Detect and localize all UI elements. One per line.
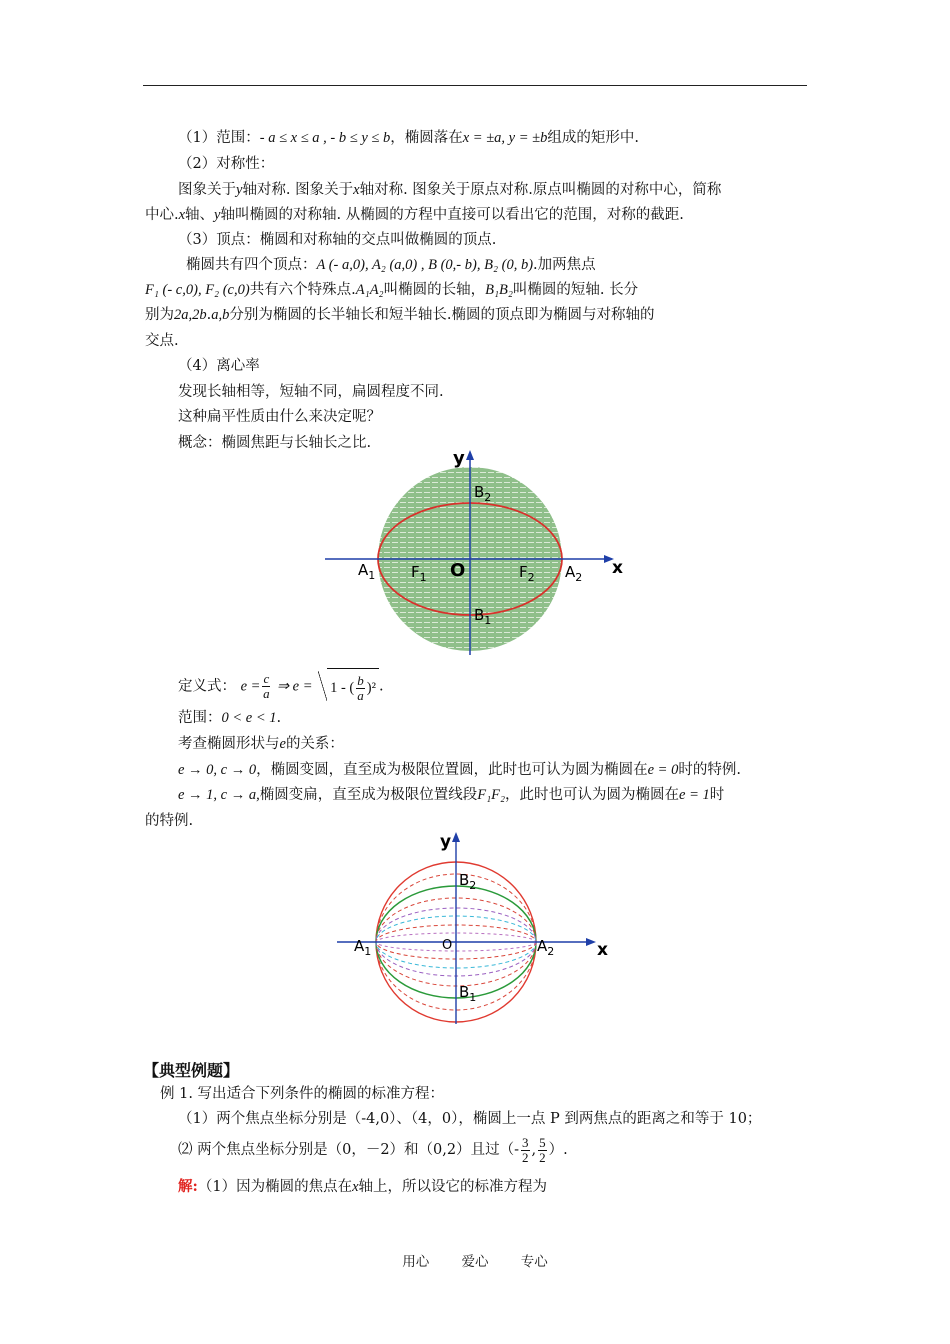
example-1-part-2: ⑵ 两个焦点坐标分别是（0，－2）和（0,2）且过（- $\frac{3}{2}$ , $\frac{5}{2}$ ）. <box>178 1134 568 1165</box>
page-footer: 用心 爱心 专心 <box>402 1254 548 1270</box>
fig1-f1-label: $F_1$ <box>411 563 427 584</box>
vertex-line-1: 椭圆共有四个顶点：A (- a,0), A₂ (a,0) , B (0,- b), B₂ (0, b).加两焦点 <box>186 257 596 273</box>
fig1-origin-label: O <box>450 560 466 581</box>
vertex-line-3: 别为2a,2b.a,b分别为椭圆的长半轴长和短半轴长.椭圆的顶点即为椭圆与对称轴的 <box>145 307 655 323</box>
vertex-heading: （3）顶点：椭圆和对称轴的交点叫做椭圆的顶点. <box>178 232 497 248</box>
relation-line-1: e → 0, c → 0，椭圆变圆，直至成为极限位置圆，此时也可认为圆为椭圆在e = 0时的特例. <box>178 762 741 778</box>
fig2-origin-label: O <box>442 938 453 953</box>
examples-heading: 【典型例题】 <box>143 1061 240 1080</box>
vertex-line-4: 交点. <box>145 333 179 349</box>
relation-heading: 考查椭圆形状与e的关系： <box>178 736 344 752</box>
fig1-b1-label: $B_1$ <box>474 606 492 627</box>
fig2-x-label: x <box>597 940 608 960</box>
eccentricity-line-1: 发现长轴相等，短轴不同，扁圆程度不同. <box>178 384 444 400</box>
fig2-a1-label: $A_1$ <box>354 937 372 958</box>
symmetry-line-2: 中心.x轴、y轴叫椭圆的对称轴. 从椭圆的方程中直接可以看出它的范围，对称的截距. <box>145 207 684 223</box>
vertex-line-2: F₁ (- c,0), F₂ (c,0)共有六个特殊点.A₁A₂叫椭圆的长轴，B₁B₂叫椭圆的短轴. 长分 <box>145 282 639 298</box>
sqrt-expression: 1 - ( $\frac{b}{a}$ )² <box>327 668 379 705</box>
fig2-a2-label: $A_2$ <box>537 937 555 958</box>
header-rule <box>143 85 807 86</box>
eccentricity-heading: （4）离心率 <box>178 358 260 374</box>
symmetry-heading: （2）对称性： <box>178 156 275 172</box>
fig1-b2-label: $B_2$ <box>474 483 492 504</box>
fig1-x-label: x <box>612 558 623 578</box>
ellipse-figure-1 <box>320 440 630 660</box>
eccentricity-line-2: 这种扁平性质由什么来决定呢？ <box>178 409 381 425</box>
relation-line-3: 的特例. <box>145 813 194 829</box>
range-eccentricity: 范围：0 < e < 1. <box>178 710 282 726</box>
range-line: （1）范围：- a ≤ x ≤ a , - b ≤ y ≤ b，椭圆落在x = ±a, y = ±b组成的矩形中. <box>178 130 639 146</box>
fig2-b1-label: $B_1$ <box>459 983 477 1004</box>
x-axis-arrow-2 <box>586 938 596 946</box>
y-axis-arrow-2 <box>452 832 460 842</box>
fig2-b2-label: $B_2$ <box>459 871 477 892</box>
example-1-part-1: （1）两个焦点坐标分别是（-4,0）、（4，0），椭圆上一点 P 到两焦点的距离之和等于 10； <box>178 1111 762 1127</box>
fig1-a2-label: $A_2$ <box>565 563 583 584</box>
symmetry-line-1: 图象关于y轴对称. 图象关于x轴对称. 图象关于原点对称.原点叫椭圆的对称中心，简称 <box>178 182 722 198</box>
concept-line: 概念：椭圆焦距与长轴长之比. <box>178 435 372 451</box>
y-axis-arrow <box>466 450 474 460</box>
fig1-f2-label: $F_2$ <box>519 563 535 584</box>
ellipse-figure-2 <box>332 826 622 1026</box>
fig1-a1-label: $A_1$ <box>358 561 376 582</box>
solution-line: 解:（1）因为椭圆的焦点在x轴上，所以设它的标准方程为 <box>178 1178 548 1195</box>
fig1-y-label: y <box>453 448 465 469</box>
fig2-y-label: y <box>440 832 452 852</box>
example-1-intro: 例 1. 写出适合下列条件的椭圆的标准方程： <box>160 1086 445 1102</box>
definition-formula: 定义式： e = $\frac{c}{a}$ ⇒ e = 1 - ( $\frac{b}{a}$ )² . <box>178 668 384 702</box>
relation-line-2: e → 1, c → a,椭圆变扁，直至成为极限位置线段F₁F₂，此时也可认为圆为椭圆在e = 1时 <box>178 787 725 803</box>
